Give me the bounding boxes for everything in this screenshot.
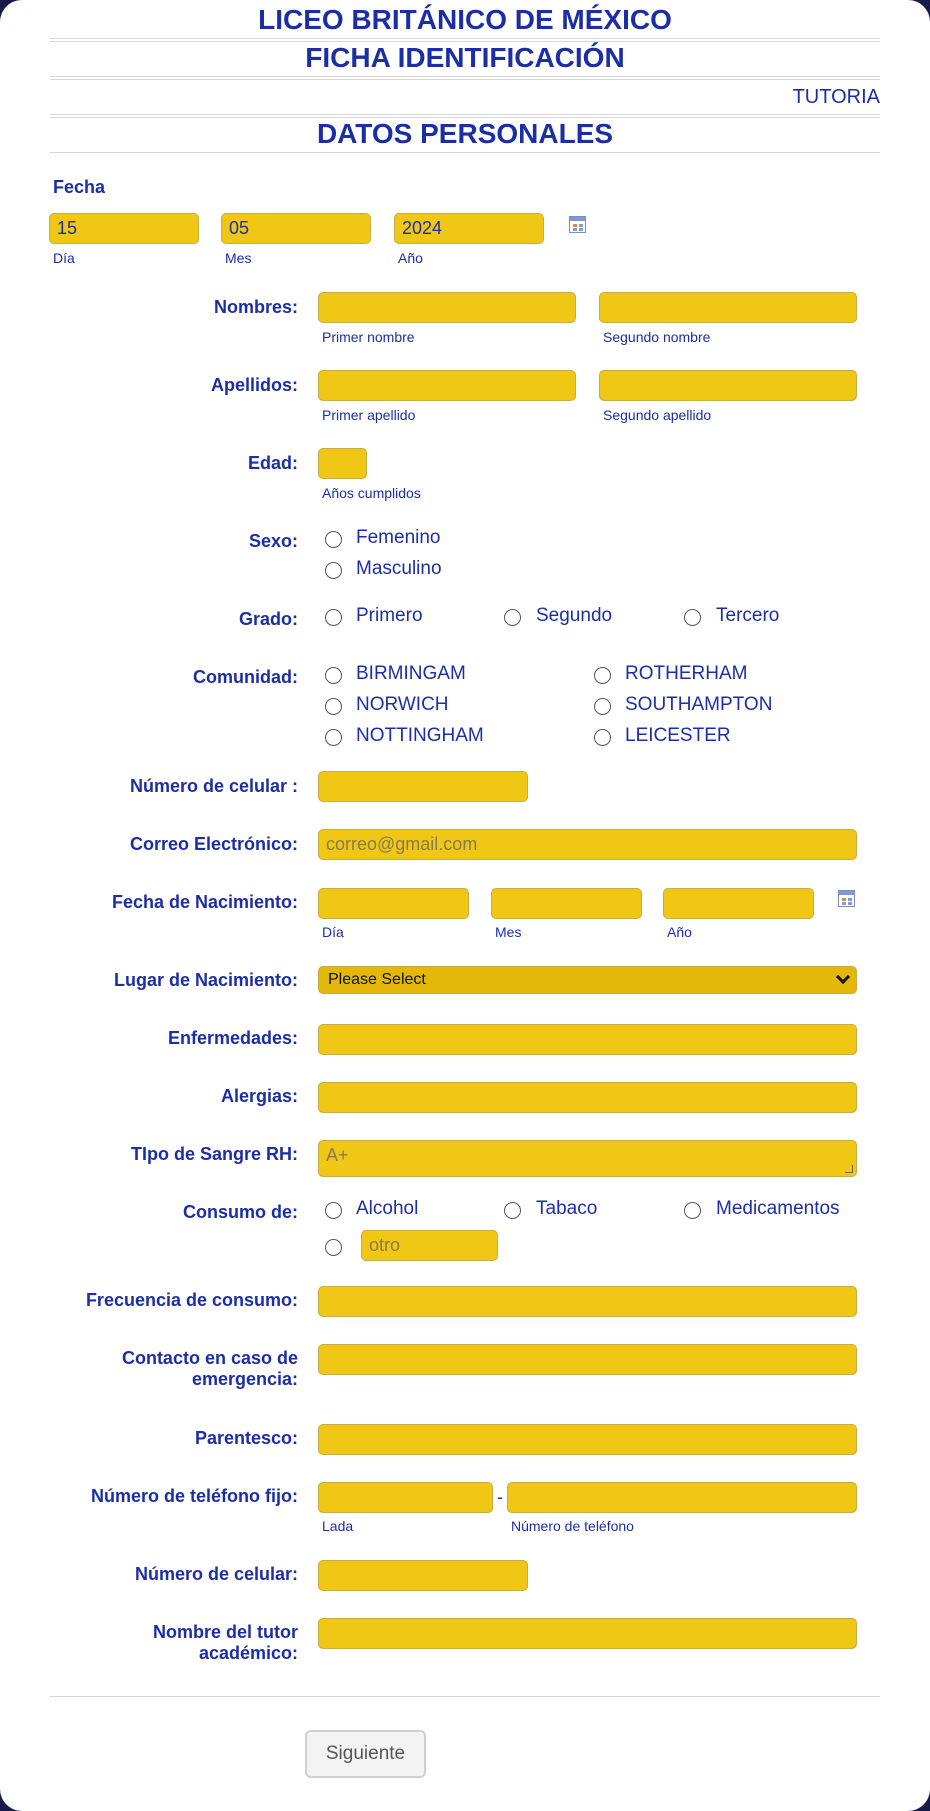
sexo-masculino-label: Masculino: [356, 558, 442, 579]
sangre-placeholder: A+: [326, 1145, 349, 1165]
nacimiento-label: Fecha de Nacimiento:: [111, 892, 298, 912]
parentesco-input[interactable]: [318, 1424, 857, 1455]
lugar-select[interactable]: [318, 966, 857, 994]
comunidad-leicester-label: LEICESTER: [625, 725, 731, 746]
enfermedades-input[interactable]: [318, 1024, 857, 1055]
fecha-month-sublabel: Mes: [225, 250, 252, 266]
contacto-label-line2: emergencia:: [191, 1369, 298, 1389]
lugar-label: Lugar de Nacimiento:: [113, 970, 298, 990]
comunidad-norwich-label: NORWICH: [356, 694, 449, 715]
consumo-medicamentos-label: Medicamentos: [716, 1198, 840, 1219]
consumo-alcohol-radio[interactable]: [325, 1202, 342, 1219]
fecha-day-input[interactable]: 15: [49, 213, 199, 244]
divider: [50, 114, 880, 115]
consumo-alcohol-label: Alcohol: [356, 1198, 419, 1219]
lugar-selected-value: Please Select: [328, 971, 426, 988]
correo-input[interactable]: correo@gmail.com: [318, 829, 857, 860]
comunidad-label: Comunidad:: [193, 667, 298, 687]
consumo-medicamentos-radio[interactable]: [684, 1202, 701, 1219]
segundo-nombre-input[interactable]: [599, 292, 857, 323]
contacto-input[interactable]: [318, 1344, 857, 1375]
edad-input[interactable]: [318, 448, 367, 479]
lada-input[interactable]: [318, 1482, 493, 1513]
celular2-label: Número de celular:: [134, 1564, 298, 1584]
comunidad-rotherham-radio[interactable]: [594, 667, 611, 684]
alergias-input[interactable]: [318, 1082, 857, 1113]
frecuencia-input[interactable]: [318, 1286, 857, 1317]
primer-apellido-input[interactable]: [318, 370, 576, 401]
alergias-label: Alergias:: [220, 1086, 298, 1106]
phone-separator: -: [497, 1487, 503, 1507]
fecha-year-input[interactable]: 2024: [394, 213, 544, 244]
correo-label: Correo Electrónico:: [129, 834, 298, 854]
divider: [50, 1696, 880, 1697]
nacimiento-day-input[interactable]: [318, 888, 469, 919]
nacimiento-year-sublabel: Año: [667, 924, 692, 940]
section-title: DATOS PERSONALES: [316, 118, 614, 149]
comunidad-nottingham-radio[interactable]: [325, 729, 342, 746]
telefono-fijo-label: Número de teléfono fijo:: [91, 1486, 298, 1506]
grado-segundo-radio[interactable]: [504, 609, 521, 626]
nacimiento-year-input[interactable]: [663, 888, 814, 919]
consumo-tabaco-radio[interactable]: [504, 1202, 521, 1219]
telefono-numero-input[interactable]: [507, 1482, 857, 1513]
divider: [50, 79, 880, 80]
primer-nombre-sublabel: Primer nombre: [322, 329, 415, 345]
resize-grip-icon[interactable]: [845, 1165, 853, 1173]
grado-tercero-radio[interactable]: [684, 609, 701, 626]
segundo-apellido-input[interactable]: [599, 370, 857, 401]
sexo-label: Sexo:: [248, 531, 298, 551]
comunidad-birmingam-radio[interactable]: [325, 667, 342, 684]
celular-input[interactable]: [318, 771, 528, 802]
nacimiento-day-sublabel: Día: [322, 924, 344, 940]
sangre-label: TIpo de Sangre RH:: [130, 1144, 298, 1164]
nombres-label: Nombres:: [213, 297, 298, 317]
fecha-month-input[interactable]: 05: [221, 213, 371, 244]
comunidad-rotherham-label: ROTHERHAM: [625, 663, 748, 684]
calendar-icon[interactable]: [569, 216, 586, 233]
grado-segundo-label: Segundo: [536, 605, 613, 626]
consumo-otro-radio[interactable]: [325, 1239, 342, 1256]
nacimiento-month-input[interactable]: [491, 888, 642, 919]
grado-primero-radio[interactable]: [325, 609, 342, 626]
tutor-label-line1: Nombre del tutor: [152, 1622, 298, 1642]
grado-label: Grado:: [238, 609, 298, 629]
comunidad-norwich-radio[interactable]: [325, 698, 342, 715]
comunidad-southampton-label: SOUTHAMPTON: [625, 694, 773, 715]
comunidad-leicester-radio[interactable]: [594, 729, 611, 746]
lada-sublabel: Lada: [322, 1518, 354, 1534]
grado-primero-label: Primero: [356, 605, 423, 626]
contacto-label-line1: Contacto en caso de: [121, 1348, 298, 1368]
frecuencia-label: Frecuencia de consumo:: [85, 1290, 298, 1310]
celular2-input[interactable]: [318, 1560, 528, 1591]
comunidad-southampton-radio[interactable]: [594, 698, 611, 715]
consumo-otro-input[interactable]: otro: [361, 1230, 498, 1261]
fecha-year-sublabel: Año: [398, 250, 423, 266]
calendar-icon[interactable]: [838, 890, 855, 907]
chevron-down-icon: [836, 970, 850, 984]
sexo-masculino-radio[interactable]: [325, 562, 342, 579]
sexo-femenino-label: Femenino: [356, 527, 441, 548]
primer-nombre-input[interactable]: [318, 292, 576, 323]
primer-apellido-sublabel: Primer apellido: [322, 407, 416, 423]
apellidos-label: Apellidos:: [210, 375, 298, 395]
edad-sublabel: Años cumplidos: [322, 485, 421, 501]
parentesco-label: Parentesco:: [194, 1428, 298, 1448]
divider: [50, 38, 880, 39]
segundo-apellido-sublabel: Segundo apellido: [603, 407, 712, 423]
comunidad-birmingam-label: BIRMINGAM: [356, 663, 466, 684]
tutor-label-line2: académico:: [198, 1643, 298, 1663]
fecha-label: Fecha: [53, 177, 106, 197]
celular-label: Número de celular :: [129, 776, 298, 796]
enfermedades-label: Enfermedades:: [167, 1028, 298, 1048]
telefono-numero-sublabel: Número de teléfono: [511, 1518, 634, 1534]
edad-label: Edad:: [247, 453, 298, 473]
fecha-day-sublabel: Día: [53, 250, 75, 266]
divider: [50, 152, 880, 153]
sexo-femenino-radio[interactable]: [325, 531, 342, 548]
sangre-textarea[interactable]: [318, 1140, 857, 1177]
comunidad-nottingham-label: NOTTINGHAM: [356, 725, 484, 746]
divider: [50, 76, 880, 77]
tutor-input[interactable]: [318, 1618, 857, 1649]
form-title: FICHA IDENTIFICACIÓN: [305, 42, 625, 73]
consumo-label: Consumo de:: [183, 1202, 298, 1222]
siguiente-button[interactable]: Siguiente: [305, 1730, 426, 1778]
area-label: TUTORIA: [792, 86, 880, 108]
school-title: LICEO BRITÁNICO DE MÉXICO: [258, 4, 672, 35]
nacimiento-month-sublabel: Mes: [495, 924, 522, 940]
consumo-tabaco-label: Tabaco: [536, 1198, 598, 1219]
grado-tercero-label: Tercero: [716, 605, 780, 626]
segundo-nombre-sublabel: Segundo nombre: [603, 329, 711, 345]
